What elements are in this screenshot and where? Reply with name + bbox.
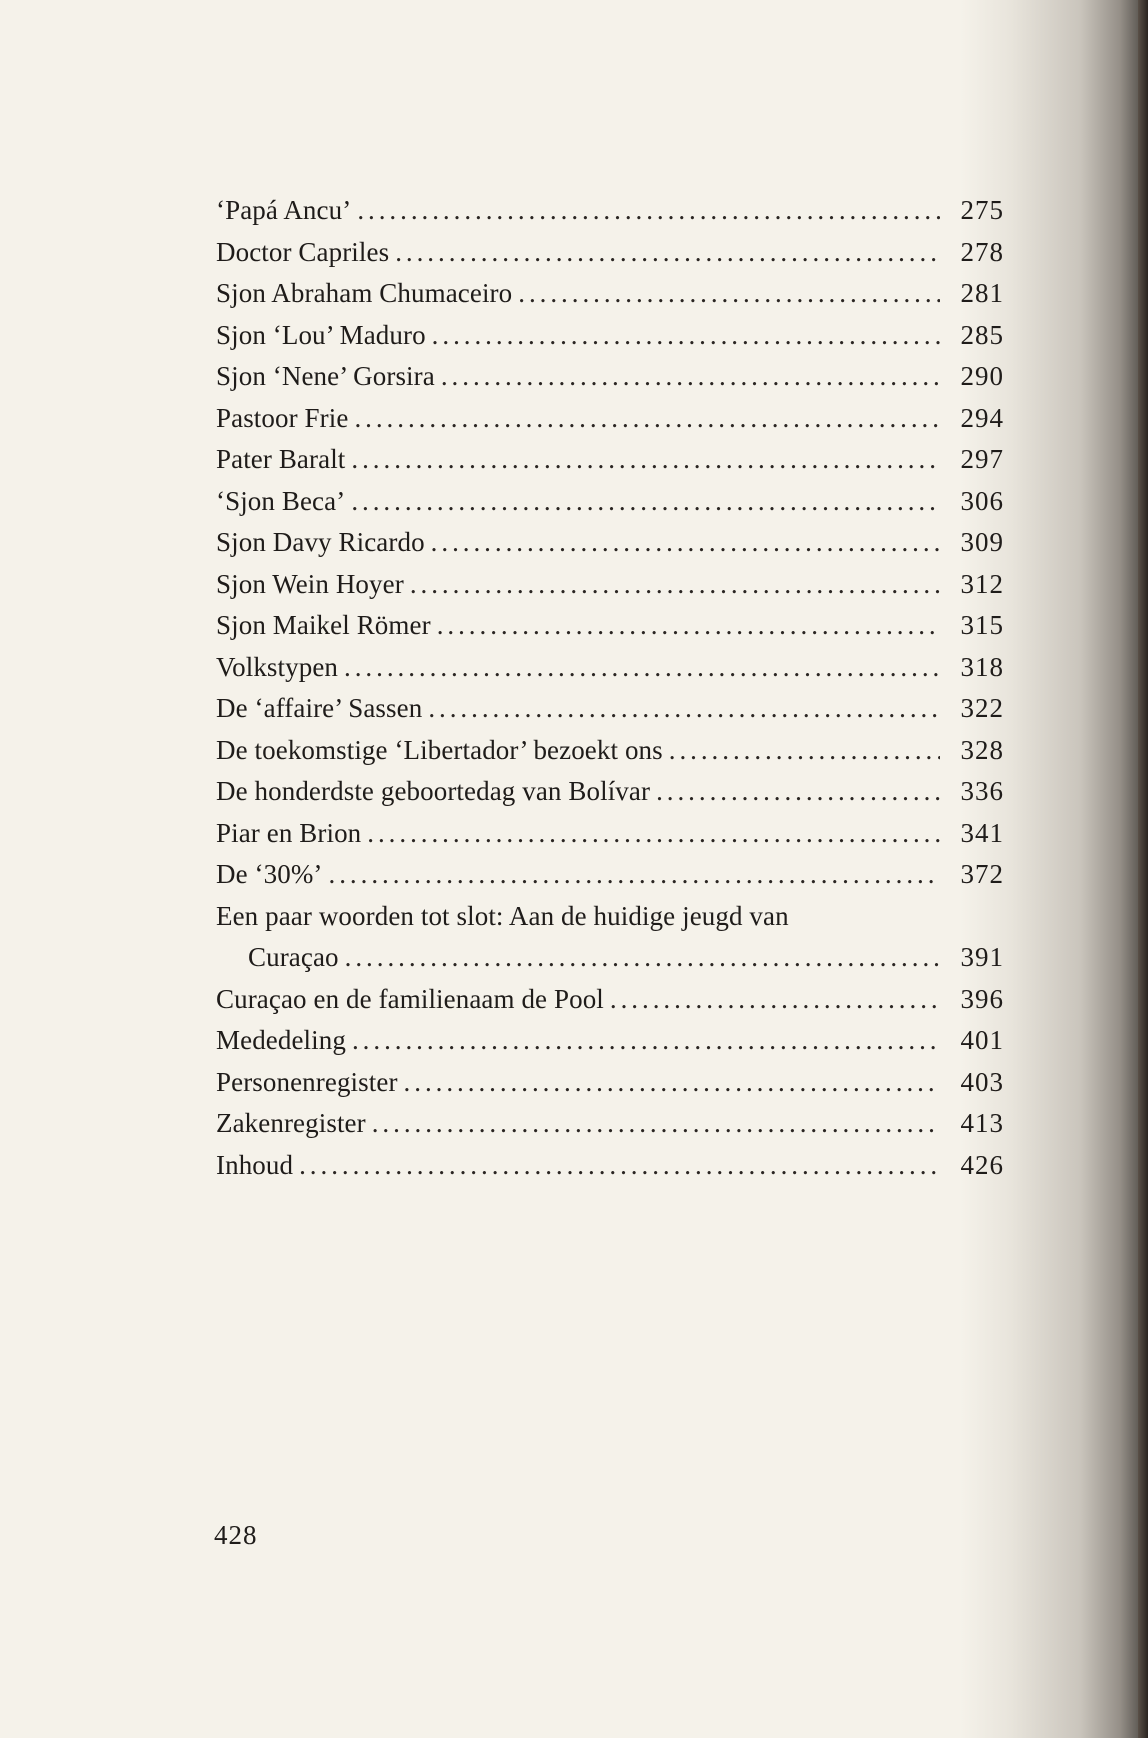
dot-leader <box>669 730 940 772</box>
toc-entry-title: Sjon ‘Lou’ Maduro <box>216 319 426 350</box>
dot-leader <box>432 315 940 357</box>
dot-leader <box>437 605 940 647</box>
toc-entry-title: Curaçao <box>248 942 339 972</box>
toc-entry-multiline-start <box>216 896 1004 938</box>
toc-entry-page: 341 <box>960 817 1004 848</box>
toc-entry-title: De honderdste geboortedag van Bolívar <box>216 776 651 806</box>
dot-leader <box>354 398 940 440</box>
toc-entry <box>216 605 1004 647</box>
toc-entry <box>216 647 1004 689</box>
toc-entry-page: 391 <box>960 942 1004 972</box>
toc-entry <box>216 771 1004 813</box>
toc-entry-title: De ‘affaire’ Sassen <box>216 693 423 723</box>
toc-entry <box>216 854 1004 896</box>
toc-entry <box>216 564 1004 606</box>
dot-leader <box>367 813 940 855</box>
toc-entry <box>216 813 1004 855</box>
toc-entry <box>216 232 1004 274</box>
toc-entry-page: 278 <box>960 236 1004 267</box>
toc-entry-title: Sjon Abraham Chumaceiro <box>216 278 513 308</box>
toc-entry-page: 328 <box>960 734 1004 765</box>
toc-entry-page: 426 <box>960 1149 1004 1180</box>
toc-entry-title: Een paar woorden tot slot: Aan de huidige jeugd van <box>216 900 789 931</box>
toc-entry <box>216 1020 1004 1062</box>
dot-leader <box>395 232 940 274</box>
toc-entry-page: 309 <box>960 527 1004 557</box>
toc-entry-title: Pastoor Frie <box>216 402 349 433</box>
toc-entry-title: Pater Baralt <box>216 444 346 474</box>
toc-entry-title: Zakenregister <box>216 1108 366 1138</box>
dot-leader <box>410 564 940 606</box>
toc-entry-title: Sjon Davy Ricardo <box>216 527 425 557</box>
toc-entry <box>216 1062 1004 1104</box>
toc-entry <box>216 1103 1004 1145</box>
table-of-contents <box>216 190 1004 1186</box>
page-edge-shadow <box>1138 0 1148 1738</box>
dot-leader <box>351 439 940 481</box>
toc-entry-title: Doctor Capriles <box>216 236 390 267</box>
dot-leader <box>428 688 940 730</box>
dot-leader <box>344 647 940 689</box>
toc-entry-title: Sjon Wein Hoyer <box>216 568 404 599</box>
toc-entry-page: 297 <box>960 444 1004 474</box>
page-number: 428 <box>214 1520 258 1550</box>
toc-entry <box>216 688 1004 730</box>
dot-leader <box>518 273 940 315</box>
toc-entry <box>216 190 1004 232</box>
toc-entry-page: 322 <box>960 693 1004 723</box>
toc-entry-title: ‘Sjon Beca’ <box>216 485 346 516</box>
dot-leader <box>352 1020 940 1062</box>
toc-entry <box>216 1145 1004 1187</box>
toc-entry-page: 306 <box>960 485 1004 516</box>
toc-entry-page: 294 <box>960 402 1004 433</box>
dot-leader <box>351 481 940 523</box>
dot-leader <box>345 937 940 979</box>
toc-entry <box>216 481 1004 523</box>
toc-entry-page: 401 <box>960 1025 1004 1055</box>
toc-entry-title: Personenregister <box>216 1066 398 1097</box>
toc-entry <box>216 273 1004 315</box>
toc-entry <box>216 315 1004 357</box>
dot-leader <box>656 771 940 813</box>
toc-entry-title: Sjon ‘Nene’ Gorsira <box>216 361 435 391</box>
toc-entry-page: 372 <box>960 859 1004 889</box>
toc-entry-title: Curaçao en de familienaam de Pool <box>216 983 604 1014</box>
toc-entry-title: Piar en Brion <box>216 817 362 848</box>
toc-entry-title: Volkstypen <box>216 651 339 682</box>
toc-entry-page: 403 <box>960 1066 1004 1097</box>
toc-entry-page: 413 <box>960 1108 1004 1138</box>
toc-entry-multiline-end <box>216 937 1004 979</box>
toc-entry-title: Inhoud <box>216 1149 294 1180</box>
dot-leader <box>299 1145 940 1187</box>
toc-entry-page: 281 <box>960 278 1004 308</box>
toc-entry-page: 315 <box>960 610 1004 640</box>
toc-entry <box>216 979 1004 1021</box>
toc-entry-page: 336 <box>960 776 1004 806</box>
toc-entry-title: De toekomstige ‘Libertador’ bezoekt ons <box>216 734 663 765</box>
dot-leader <box>404 1062 940 1104</box>
toc-entry <box>216 439 1004 481</box>
dot-leader <box>431 522 940 564</box>
toc-entry-page: 275 <box>960 195 1004 225</box>
toc-entry <box>216 398 1004 440</box>
toc-entry <box>216 522 1004 564</box>
toc-entry <box>216 730 1004 772</box>
dot-leader <box>441 356 940 398</box>
toc-entry-page: 285 <box>960 319 1004 350</box>
toc-entry-page: 318 <box>960 651 1004 682</box>
toc-entry <box>216 356 1004 398</box>
dot-leader <box>329 854 940 896</box>
toc-entry-title: Mededeling <box>216 1025 346 1055</box>
toc-entry-page: 396 <box>960 983 1004 1014</box>
toc-entry-page: 312 <box>960 568 1004 599</box>
dot-leader <box>357 190 940 232</box>
toc-entry-title: ‘Papá Ancu’ <box>216 195 352 225</box>
dot-leader <box>372 1103 940 1145</box>
dot-leader <box>610 979 940 1021</box>
toc-entry-page: 290 <box>960 361 1004 391</box>
toc-entry-title: De ‘30%’ <box>216 859 323 889</box>
toc-entry-title: Sjon Maikel Römer <box>216 610 431 640</box>
